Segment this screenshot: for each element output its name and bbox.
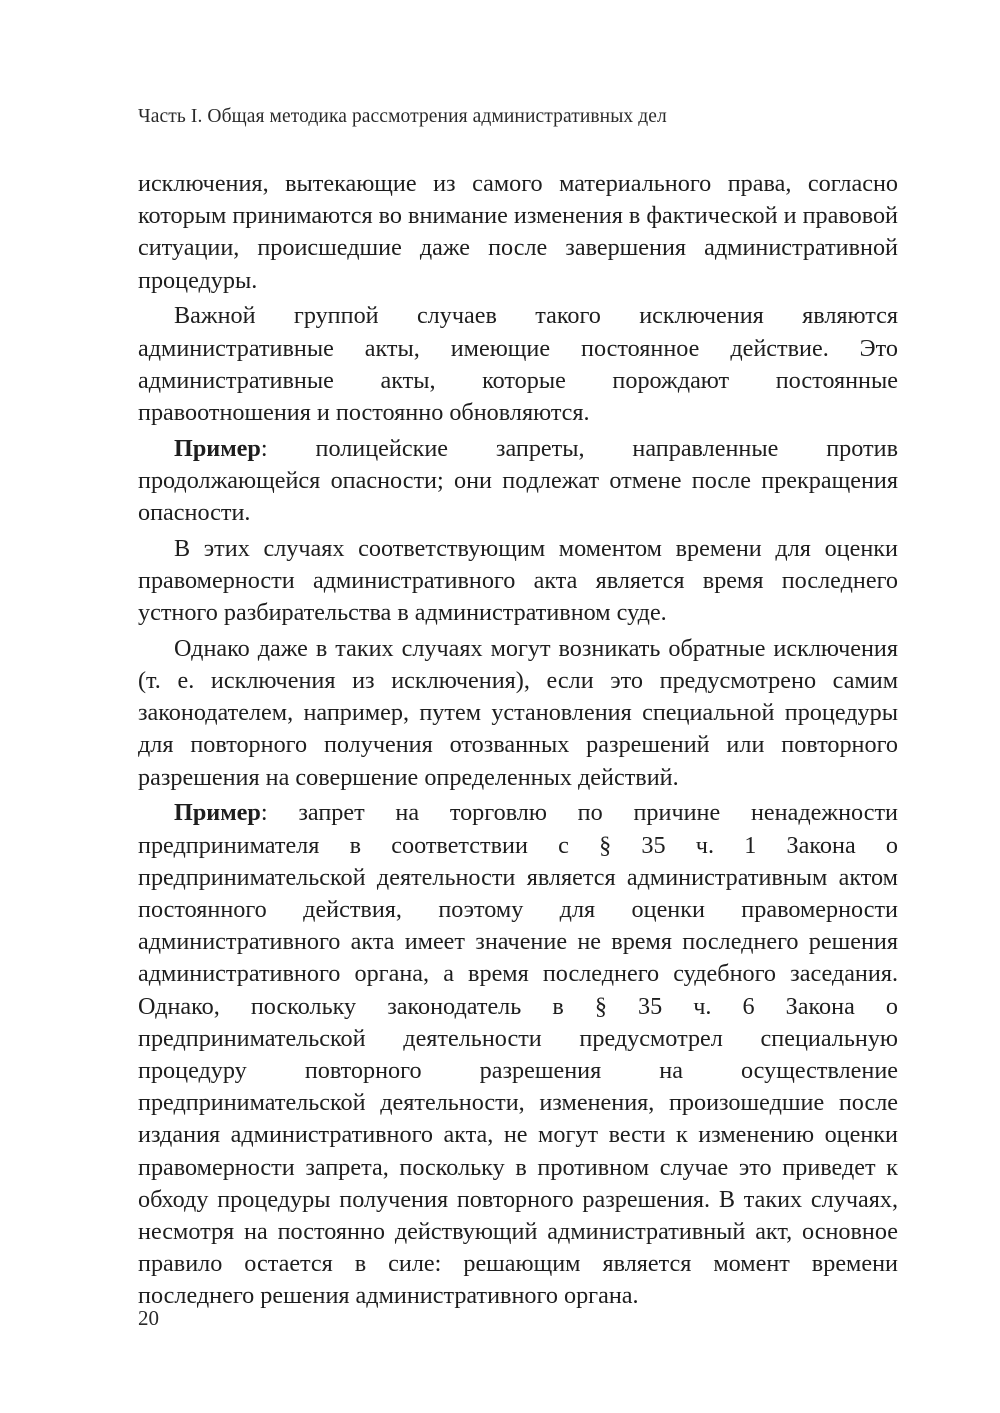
running-head: Часть I. Общая методика рассмотрения административных дел xyxy=(138,106,667,127)
example-text: : запрет на торговлю по причине ненадежности предпринимателя в соответствии с § 35 ч. 1 Закона о предпринимательской деятельности является административным актом постоянного действия, поэтому для оценки правомерности административного акта имеет значение не время последнего решения административного органа, а время последнего судебного заседания. Однако, поскольку законодатель в § 35 ч. 6 Закона о предпринимательской деятельности предусмотрел специальную процедуру повторного разрешения на осуществление предпринимательской деятельности, изменения, произошедшие после издания административного акта, не могут вести к изменению оценки правомерности запрета, поскольку в противном случае это приведет к обходу процедуры получения повторного разрешения. В таких случаях, несмотря на постоянно действующий административный акт, основное правило остается в силе: решающим является момент времени последнего решения административного органа. xyxy=(138,799,898,1310)
paragraph: Важной группой случаев такого исключения являются административные акты, имеющие постоянное действие. Это административные акты, которые порождают постоянные правоотношения и постоянно обновляются. xyxy=(138,302,898,426)
example-paragraph xyxy=(138,797,898,1312)
page-number: 20 xyxy=(138,1306,159,1330)
paragraph: В этих случаях соответствующим моментом времени для оценки правомерности административного акта является время последнего устного разбирательства в административном суде. xyxy=(138,534,898,627)
paragraph: Однако даже в таких случаях могут возникать обратные исключения (т. е. исключения из исключения), если это предусмотрено самим законодателем, например, путем установления специальной процедуры для повторного получения отозванных разрешений или повторного разрешения на совершение определенных действий. xyxy=(138,634,898,791)
paragraph-continuation: исключения, вытекающие из самого материального права, согласно которым принимаются во внимание изменения в фактической и правовой ситуации, происшедшие даже после завершения административной процедуры. xyxy=(138,170,898,294)
example-label: Пример xyxy=(174,434,261,462)
example-text: : полицейские запреты, направленные против продолжающейся опасности; они подлежат отмене после прекращения опасности. xyxy=(138,434,898,527)
body-text xyxy=(138,168,898,1316)
example-label: Пример xyxy=(174,799,261,827)
example-paragraph xyxy=(138,433,898,530)
